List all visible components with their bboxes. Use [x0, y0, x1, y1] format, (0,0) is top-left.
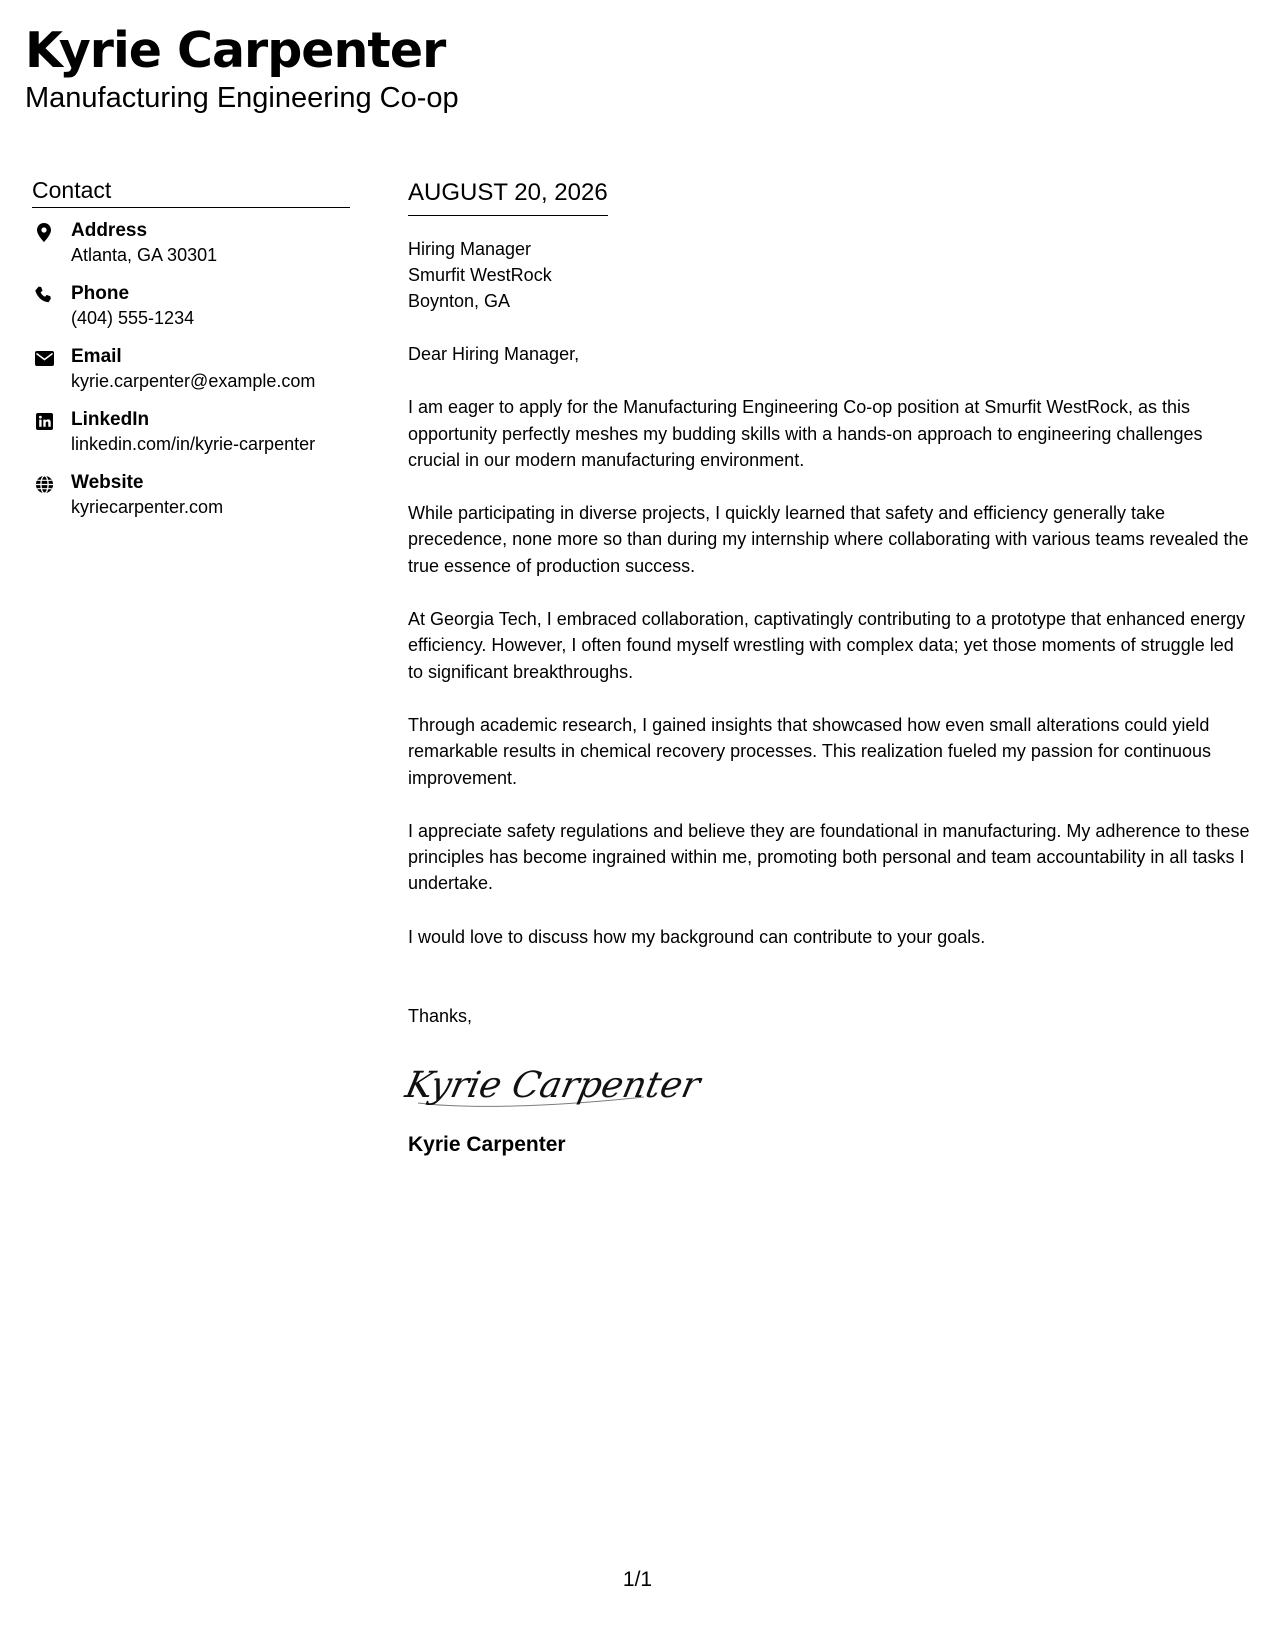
body-paragraph: I appreciate safety regulations and believe they are foundational in manufacturing. My adherence to these principles has become ingrained within me, promoting both personal and team accountability in all tasks I undertake. — [408, 820, 1250, 894]
closing: Thanks, — [408, 1006, 473, 1027]
body-paragraph: I would love to discuss how my background can contribute to your goals. — [408, 926, 986, 947]
address-value: Atlanta, GA 30301 — [71, 245, 218, 265]
contact-item-linkedin — [32, 407, 350, 470]
applicant-name: Kyrie Carpenter — [25, 22, 446, 79]
globe-icon — [34, 474, 54, 494]
contact-label: Address — [71, 220, 148, 241]
body-paragraph: At Georgia Tech, I embraced collaboration, captivatingly contributing to a prototype that enhanced energy efficiency. However, I often found myself wrestling with complex data; yet those moments of struggle led to significant breakthroughs. — [408, 609, 1246, 682]
linkedin-value[interactable]: linkedin.com/in/kyrie-carpenter — [71, 434, 316, 454]
phone-value: (404) 555-1234 — [71, 308, 195, 328]
recipient-location: Boynton, GA — [408, 291, 511, 311]
linkedin-icon — [34, 411, 54, 431]
recipient-title: Hiring Manager — [408, 239, 532, 259]
contact-label: Phone — [71, 283, 130, 304]
contact-label[interactable]: Website — [71, 472, 144, 493]
contact-sidebar — [32, 176, 350, 533]
signer-name: Kyrie Carpenter — [408, 1133, 566, 1157]
recipient-company: Smurfit WestRock — [408, 265, 552, 285]
letter-date: AUGUST 20, 2026 — [408, 178, 608, 216]
email-value[interactable]: kyrie.carpenter@example.com — [71, 371, 316, 391]
contact-item-phone — [32, 281, 350, 344]
contact-label[interactable]: LinkedIn — [71, 409, 150, 430]
recipient-block — [408, 236, 1253, 314]
map-pin-icon — [34, 222, 54, 242]
letter-body — [401, 178, 1253, 1159]
envelope-icon — [34, 348, 54, 368]
salutation: Dear Hiring Manager, — [408, 344, 580, 364]
body-paragraph: While participating in diverse projects, I quickly learned that safety and efficiency generally take precedence, none more so than during my internship where collaborating with various teams revealed the true essence of production success. — [408, 503, 1249, 576]
applicant-role: Manufacturing Engineering Co-op — [25, 82, 459, 114]
contact-label[interactable]: Email — [71, 346, 122, 367]
signature-image — [401, 1049, 704, 1119]
website-value[interactable]: kyriecarpenter.com — [71, 497, 224, 517]
page-number: 1/1 — [622, 1568, 653, 1591]
body-paragraph: Through academic research, I gained insights that showcased how even small alterations could yield remarkable results in chemical recovery processes. This realization fueled my passion for continuous improvement. — [408, 714, 1212, 788]
contact-item-address — [32, 218, 350, 281]
phone-icon — [34, 285, 54, 305]
body-paragraph: I am eager to apply for the Manufacturing Engineering Co-op position at Smurfit WestRock, as this opportunity perfectly meshes my budding skills with a hands-on approach to engineering challenges crucial in our modern manufacturing environment. — [408, 397, 1203, 470]
svg-text:Kyrie Carpenter: Kyrie Carpenter — [401, 1063, 704, 1107]
contact-item-email — [32, 344, 350, 407]
contact-heading: Contact — [32, 176, 350, 208]
contact-item-website — [32, 470, 350, 533]
